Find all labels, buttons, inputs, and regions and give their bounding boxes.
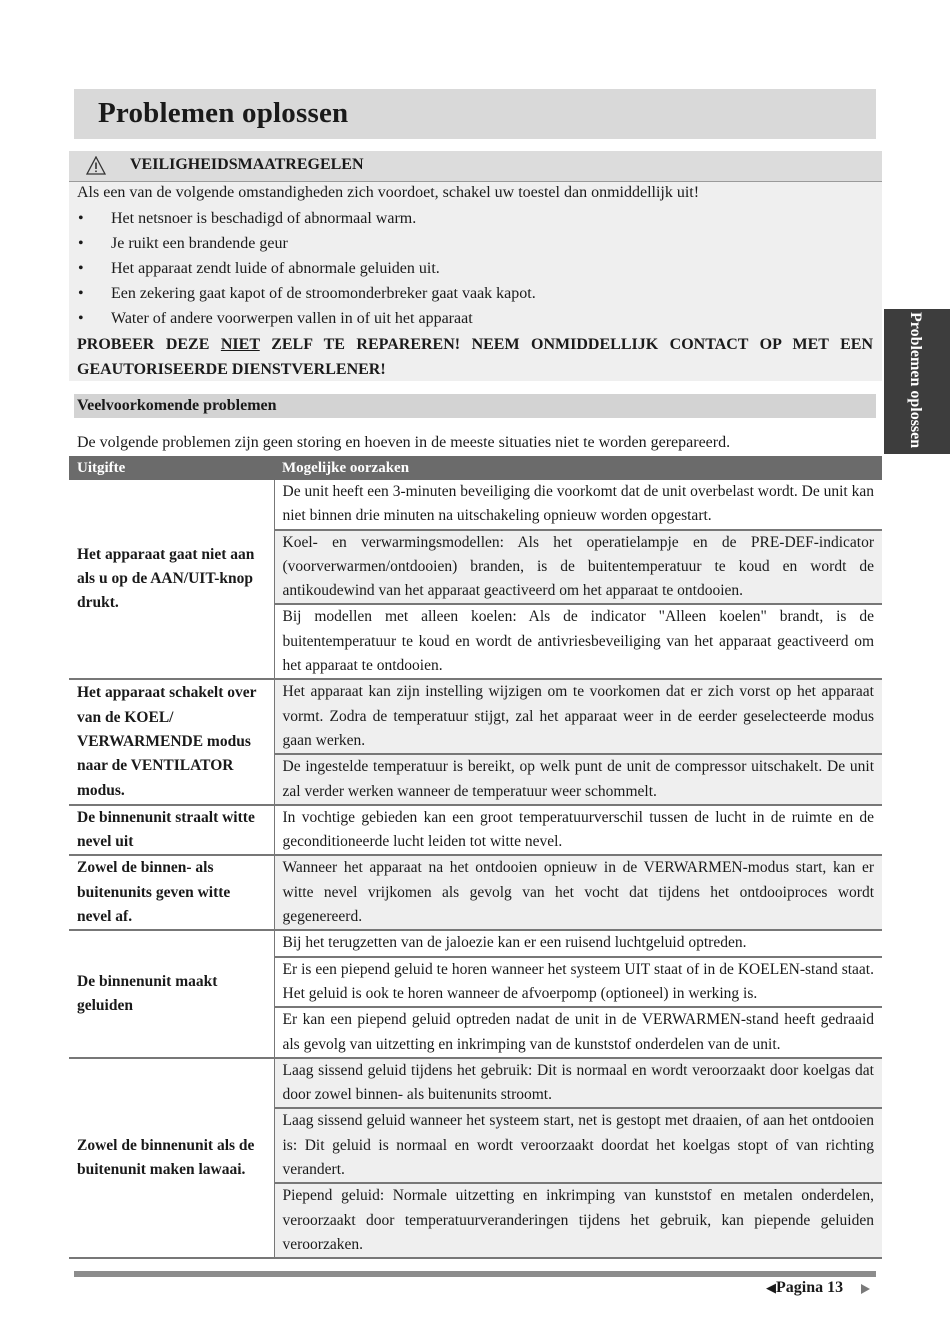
next-arrow-icon	[861, 1284, 870, 1294]
list-item: • Het apparaat zendt luide of abnormale geluiden uit.	[78, 260, 440, 277]
repair-warning-emphasis: NIET	[220, 336, 260, 353]
table-row	[69, 1058, 882, 1109]
table-row	[69, 805, 882, 856]
list-item: • Een zekering gaat kapot of de stroomonderbreker gaat vaak kapot.	[78, 285, 536, 302]
issue-cell: De binnenunit maakt geluiden	[69, 930, 274, 1057]
cause-cell: Koel- en verwarmingsmodellen: Als het operatielampje en de PRE-DEF-indicator (voorverwarmen/ontdooien) branden, is de buitentemperatuur te koud en wordt de antikoudewind van het apparaat geactiveerd om het apparaat te ontdooien.	[274, 530, 882, 605]
column-header-causes: Mogelijke oorzaken	[274, 456, 882, 480]
list-item: • Je ruikt een brandende geur	[78, 235, 288, 252]
cause-cell: Piepend geluid: Normale uitzetting en inkrimping van kunststof en metalen onderdelen, veroorzaakt door temperatuurveranderingen tijdens het gebruik, kan piepende geluiden veroorzaken.	[274, 1183, 882, 1258]
safety-bullet-list	[77, 208, 536, 333]
issue-cell: De binnenunit straalt witte nevel uit	[69, 805, 274, 856]
table-row	[69, 930, 882, 956]
cause-cell: De ingestelde temperatuur is bereikt, op welk punt de unit de compressor uitschakelt. De unit zal verder werken wanneer de temperatuur weer schommelt.	[274, 754, 882, 805]
footer-rule	[74, 1271, 876, 1277]
section-heading: Veelvoorkomende problemen	[77, 397, 277, 414]
cause-cell: Laag sissend geluid wanneer het systeem start, net is gestopt met draaien, of aan het ontdooien is: Dit geluid is normaal en wordt veroorzaakt doordat het koelgas stopt of van richting verandert.	[274, 1108, 882, 1183]
troubleshooting-table	[69, 456, 882, 1259]
cause-cell: In vochtige gebieden kan een groot temperatuurverschil tussen de lucht in de ruimte en de geconditioneerde lucht leiden tot witte nevel.	[274, 805, 882, 856]
section-intro: De volgende problemen zijn geen storing en hoeven in de meeste situaties niet te worden gerepareerd.	[77, 434, 731, 451]
prev-arrow-icon: ◀	[766, 1280, 776, 1295]
side-tab	[884, 309, 950, 454]
title-bar	[74, 89, 876, 139]
safety-box	[69, 151, 882, 381]
issue-cell: Het apparaat schakelt over van de KOEL/ VERWARMENDE modus naar de VENTILATOR modus.	[69, 679, 274, 804]
issue-cell: Zowel de binnenunit als de buitenunit maken lawaai.	[69, 1058, 274, 1258]
table-row	[69, 855, 882, 930]
cause-cell: Bij modellen met alleen koelen: Als de indicator "Alleen koelen" brandt, is de buitentemperatuur te koud en wordt de antivriesbeveiliging van het apparaat geactiveerd om het apparaat te ontdooien.	[274, 604, 882, 679]
cause-cell: Het apparaat kan zijn instelling wijzigen om te voorkomen dat er zich vorst op het apparaat vormt. Zodra de temperatuur stijgt, zal het apparaat weer in de eerder geselecteerde modus gaan werken.	[274, 679, 882, 754]
safety-heading: VEILIGHEIDSMAATREGELEN	[130, 156, 364, 173]
safety-header	[69, 151, 882, 182]
column-header-issue: Uitgifte	[69, 456, 274, 480]
repair-warning: PROBEER DEZE NIET ZELF TE REPAREREN! NEEM ONMIDDELLIJK CONTACT OP MET EEN GEAUTORISEERDE DIENSTVERLENER!	[77, 336, 874, 378]
issue-cell: Zowel de binnen- als buitenunits geven witte nevel af.	[69, 855, 274, 930]
page-title: Problemen oplossen	[98, 97, 349, 129]
list-item: • Het netsnoer is beschadigd of abnormaal warm.	[78, 210, 417, 227]
cause-cell: Wanneer het apparaat na het ontdooien opnieuw in de VERWARMEN-modus start, kan er witte nevel vrijkomen als gevolg van het vocht dat tijdens het ontdooiproces wordt gegenereerd.	[274, 855, 882, 930]
issue-cell: Het apparaat gaat niet aan als u op de AAN/UIT-knop drukt.	[69, 480, 274, 679]
page-number: ◀Pagina 13	[766, 1279, 844, 1296]
table-row	[69, 480, 882, 530]
safety-intro: Als een van de volgende omstandigheden zich voordoet, schakel uw toestel dan onmiddellijk uit!	[77, 184, 700, 201]
cause-cell: Er kan een piepend geluid optreden nadat de unit in de VERWARMEN-stand heeft gedraaid als gevolg van uitzetting en inkrimping van de kunststof onderdelen van de unit.	[274, 1007, 882, 1058]
table-header-row	[69, 456, 882, 480]
side-tab-label: Problemen oplossen	[907, 312, 924, 449]
cause-cell: Er is een piepend geluid te horen wanneer het systeem UIT staat of in de KOELEN-stand staat. Het geluid is ook te horen wanneer de afvoerpomp (optioneel) in werking is.	[274, 957, 882, 1008]
section-heading-bar	[74, 394, 876, 418]
table-row	[69, 679, 882, 754]
cause-cell: Bij het terugzetten van de jaloezie kan er een ruisend luchtgeluid optreden.	[274, 930, 882, 956]
cause-cell: Laag sissend geluid tijdens het gebruik: Dit is normaal en wordt veroorzaakt door koelgas dat door zowel binnen- als buitenunits stroomt.	[274, 1058, 882, 1109]
cause-cell: De unit heeft een 3-minuten beveiliging die voorkomt dat de unit overbelast wordt. De unit kan niet binnen drie minuten na uitschakeling opnieuw worden opgestart.	[274, 480, 882, 530]
warning-triangle-icon	[86, 156, 106, 175]
list-item: • Water of andere voorwerpen vallen in of uit het apparaat	[78, 310, 473, 327]
